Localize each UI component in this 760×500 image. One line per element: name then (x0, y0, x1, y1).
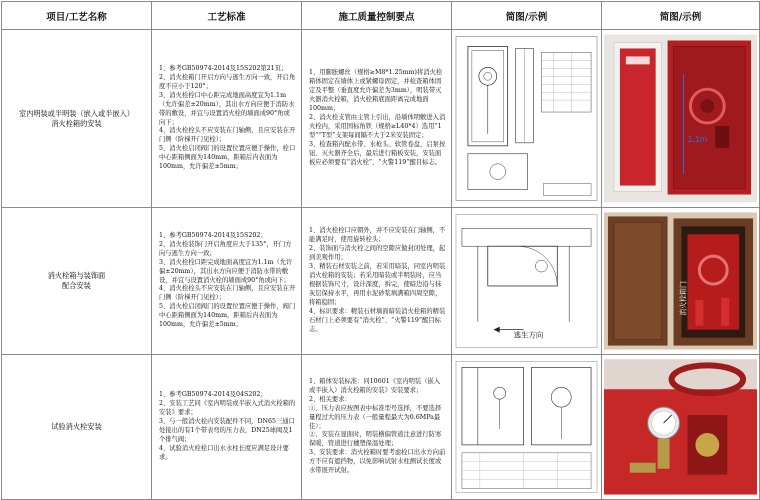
drawing-test-hydrant (452, 355, 602, 500)
escape-direction-label: 逃生方向 (513, 330, 544, 340)
door-label: 消火栓箱门 (679, 281, 688, 316)
plan-drawing (454, 210, 599, 352)
process-standard-table (1, 1, 760, 500)
test-hydrant-photo (604, 357, 757, 497)
table-row (2, 355, 760, 500)
header-item-name: 项目/工艺名称 (2, 2, 152, 30)
height-label: 1.1m (687, 133, 708, 144)
drawing-cabinet (452, 30, 602, 208)
photo-test-hydrant (602, 355, 760, 500)
header-diagram-1: 简图/示例 (452, 2, 602, 30)
control-cell: 1、箱体安装标准：同10601《室内明装（嵌入或半嵌入）消火栓箱的安装》安装要求； 2、相关要求： ①、压力表应按图表中标准型号选择，不要选择量程过大的压力表（一般量程最大为0.6MPa最佳）； ②、安装在显面时，明装横偏管道注意进行防寒保暖，管道进行穗塑保温处理； 3、安装要求：消火栓箱时要考虑栓口出水方向前方不应有遮挡物，以免影响试射水柱测试长度或水带展开试射。 (302, 355, 452, 500)
item-name: 试验消火栓安装 (2, 355, 152, 500)
control-cell: 1、用膨胀螺丝（规格≥M8*1.25mm)将消火栓箱体固定在墙体上或紧螺母固定，并检查箱体固定及平整（垂直度允许偏差为3mm），明装带灭火器消火栓箱，消火栓箱底面距离完成地面100mm； 2、消火栓支管由主管上引出，沿墙体明敷进入消火栓内，采用国标角铁（规格≥L40*4）选用“1型”“T型”支架每间隔不大于2米安装固定； 3、检查箱内配水带、水枪头、软管卷盘，启泵按钮、灭火器齐全后，最后进行箱板安装，安装面板应必须要有“消火栓”、“火警119”醒目标志。 (302, 30, 452, 208)
item-name: 室内明装或半明装（嵌入或半嵌入） 消火栓箱的安装 (2, 30, 152, 208)
header-control-points: 施工质量控制要点 (302, 2, 452, 30)
table-row (2, 30, 760, 208)
item-name: 消火栓箱与装饰面 配合安装 (2, 208, 152, 355)
table-header-row (2, 2, 760, 30)
standard-cell: 1、参考GB50974-2014及15S202； 2、消火栓装饰门开启角度应大于135°，开门方向与逃生方向一致； 3、消火栓栓口距完成地面高度宜为1.1m（允许偏±20mm），其出水方向应便于消防水带的敷设，并宜与设置消火栓的墙面成90°角或向下； 4、消火栓栓头不应安装在门轴侧，且应安装在开门侧（阶梯开门见栓）； 5、消火栓启闭阀门的设置位置应便于操作，阀门中心距箱侧面为140mm，距箱后内表面为100mm，允许偏差±5mm； (152, 208, 302, 355)
header-diagram-2: 简图/示例 (602, 2, 760, 30)
standard-cell: 1、参考GB50974-2014及04S202； 2、安装工艺同《室内明装或半嵌入式消火栓箱的安装》要求； 3、与一般消火栓内安装配件不同，DN65三通口处接出的有1个带表弯的压力表，DN25球阀及1个排气阀； 4、试验消火栓栓口出水水柱长度应满足设计要求。 (152, 355, 302, 500)
photo-wall-box (602, 208, 760, 355)
photo-cabinet (602, 30, 760, 208)
header-standard: 工艺标准 (152, 2, 302, 30)
test-hydrant-drawing (454, 357, 599, 497)
control-cell: 1、消火栓栓口应朝外，并不应安装在门轴侧，不能满足时，使用旋转栓头； 2、装饰面与消火栓之间的空隙应做封闭处理，起到美观作用； 3、精装石材安装之前，若采用暗装，同室内明装消火栓箱的安装；若采用暗装或半明装时，应当根据装饰尺寸，设计深度，拆完，使暗边沿与抹灰层保持水平，再用水泥砂浆填满箱四周空隙，将箱稳固； 4、标识要求：精装石材墙面暗装消火栓箱的精装石材门上必须要有“消火栓”、“火警119”醒目标志。 (302, 208, 452, 355)
wall-box-photo (604, 210, 757, 352)
cabinet-photo (604, 32, 757, 205)
drawing-plan (452, 208, 602, 355)
standard-cell: 1、参考GB50974-2014及15S202第21页； 2、消火栓箱门开启方向与逃生方向一致，开启角度不应小于120°； 3、消火栓栓口中心距完成地面高度宜为1.1m（允许偏差±20mm），其出水方向应便于消防水带的敷设，并宜与设置消火栓的墙面成90°角或向下； 4、消火栓栓头不应安装在门轴侧，且应安装在开门侧（阶梯开门见栓）； 5、消火栓启闭阀门的设置位置应便于操作，栓口中心距箱侧面为140mm，距箱后内表面为100mm，允许偏差±5mm； (152, 30, 302, 208)
cabinet-drawing (454, 32, 599, 205)
table-row (2, 208, 760, 355)
